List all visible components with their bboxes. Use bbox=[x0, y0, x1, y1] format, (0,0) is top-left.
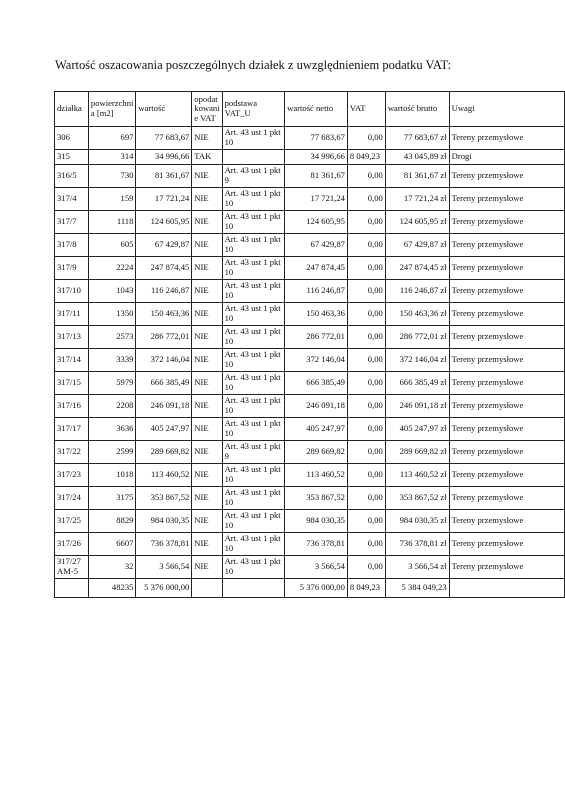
cell-wartosc: 77 683,67 bbox=[136, 127, 192, 150]
cell-wartosc: 289 669,82 bbox=[136, 441, 192, 464]
cell-podstawa: Art. 43 ust 1 pkt 10 bbox=[222, 211, 285, 234]
cell-opodatkowanie: NIE bbox=[192, 510, 222, 533]
cell-podstawa bbox=[222, 150, 285, 165]
table-row bbox=[55, 326, 565, 349]
cell-podstawa: Art. 43 ust 1 pkt 10 bbox=[222, 234, 285, 257]
cell-powierzchnia: 3175 bbox=[88, 487, 135, 510]
table-row bbox=[55, 464, 565, 487]
header-wartosc: wartość bbox=[136, 92, 192, 127]
cell-vat: 0,00 bbox=[347, 326, 385, 349]
cell-uwagi: Tereny przemysłowe bbox=[449, 211, 564, 234]
cell-netto: 17 721,24 bbox=[285, 188, 348, 211]
cell-wartosc: 81 361,67 bbox=[136, 165, 192, 188]
cell-dzialka: 317/15 bbox=[55, 372, 89, 395]
cell-vat: 0,00 bbox=[347, 280, 385, 303]
cell-opodatkowanie: NIE bbox=[192, 556, 222, 579]
header-brutto: wartość brutto bbox=[385, 92, 449, 127]
cell-podstawa: Art. 43 ust 1 pkt 10 bbox=[222, 487, 285, 510]
cell-brutto: 246 091,18 zł bbox=[385, 395, 449, 418]
cell-uwagi: Drogi bbox=[449, 150, 564, 165]
cell-opodatkowanie: NIE bbox=[192, 127, 222, 150]
cell-vat: 0,00 bbox=[347, 464, 385, 487]
cell-netto: 81 361,67 bbox=[285, 165, 348, 188]
cell-brutto: 150 463,36 zł bbox=[385, 303, 449, 326]
header-opodatkowanie: opodat kowani e VAT bbox=[192, 92, 222, 127]
cell-brutto: 17 721,24 zł bbox=[385, 188, 449, 211]
cell-dzialka: 317/7 bbox=[55, 211, 89, 234]
cell-netto: 67 429,87 bbox=[285, 234, 348, 257]
cell-powierzchnia: 730 bbox=[88, 165, 135, 188]
cell-powierzchnia: 697 bbox=[88, 127, 135, 150]
cell-vat: 0,00 bbox=[347, 510, 385, 533]
table-row bbox=[55, 280, 565, 303]
cell-opodatkowanie: NIE bbox=[192, 188, 222, 211]
cell-dzialka: 317/17 bbox=[55, 418, 89, 441]
cell-uwagi: Tereny przemysłowe bbox=[449, 280, 564, 303]
cell-uwagi: Tereny przemysłowe bbox=[449, 464, 564, 487]
cell-opodatkowanie: NIE bbox=[192, 441, 222, 464]
cell-netto: 247 874,45 bbox=[285, 257, 348, 280]
cell-uwagi: Tereny przemysłowe bbox=[449, 326, 564, 349]
cell-brutto: 3 566,54 zł bbox=[385, 556, 449, 579]
cell-powierzchnia: 2573 bbox=[88, 326, 135, 349]
cell-dzialka: 317/25 bbox=[55, 510, 89, 533]
table-row bbox=[55, 234, 565, 257]
total-uwagi-cell bbox=[449, 579, 564, 598]
cell-netto: 984 030,35 bbox=[285, 510, 348, 533]
vat-valuation-table bbox=[54, 91, 565, 598]
cell-dzialka: 317/23 bbox=[55, 464, 89, 487]
cell-uwagi: Tereny przemysłowe bbox=[449, 533, 564, 556]
cell-powierzchnia: 2224 bbox=[88, 257, 135, 280]
cell-podstawa: Art. 43 ust 1 pkt 10 bbox=[222, 280, 285, 303]
table-row bbox=[55, 165, 565, 188]
cell-netto: 150 463,36 bbox=[285, 303, 348, 326]
cell-brutto: 81 361,67 zł bbox=[385, 165, 449, 188]
cell-dzialka: 317/4 bbox=[55, 188, 89, 211]
table-row bbox=[55, 441, 565, 464]
cell-vat: 0,00 bbox=[347, 234, 385, 257]
cell-netto: 372 146,04 bbox=[285, 349, 348, 372]
total-podstawa-cell bbox=[222, 579, 285, 598]
cell-powierzchnia: 1043 bbox=[88, 280, 135, 303]
total-opod-cell bbox=[192, 579, 222, 598]
total-powierzchnia: 48235 bbox=[88, 579, 135, 598]
cell-dzialka: 317/11 bbox=[55, 303, 89, 326]
cell-opodatkowanie: NIE bbox=[192, 303, 222, 326]
cell-dzialka: 317/27 AM-5 bbox=[55, 556, 89, 579]
cell-dzialka: 317/8 bbox=[55, 234, 89, 257]
cell-wartosc: 17 721,24 bbox=[136, 188, 192, 211]
cell-podstawa: Art. 43 ust 1 pkt 10 bbox=[222, 372, 285, 395]
cell-wartosc: 736 378,81 bbox=[136, 533, 192, 556]
cell-powierzchnia: 3636 bbox=[88, 418, 135, 441]
cell-opodatkowanie: NIE bbox=[192, 418, 222, 441]
total-wartosc: 5 376 000,00 bbox=[136, 579, 192, 598]
cell-uwagi: Tereny przemysłowe bbox=[449, 418, 564, 441]
cell-uwagi: Tereny przemysłowe bbox=[449, 349, 564, 372]
cell-brutto: 247 874,45 zł bbox=[385, 257, 449, 280]
cell-podstawa: Art. 43 ust 1 pkt 10 bbox=[222, 303, 285, 326]
cell-wartosc: 124 605,95 bbox=[136, 211, 192, 234]
cell-vat: 0,00 bbox=[347, 487, 385, 510]
cell-vat: 0,00 bbox=[347, 556, 385, 579]
cell-opodatkowanie: NIE bbox=[192, 464, 222, 487]
cell-powierzchnia: 1118 bbox=[88, 211, 135, 234]
cell-netto: 113 460,52 bbox=[285, 464, 348, 487]
page-title: Wartość oszacowania poszczególnych działek z uwzględnieniem podatku VAT: bbox=[55, 58, 452, 72]
cell-podstawa: Art. 43 ust 1 pkt 10 bbox=[222, 349, 285, 372]
cell-netto: 286 772,01 bbox=[285, 326, 348, 349]
cell-dzialka: 317/16 bbox=[55, 395, 89, 418]
table-row bbox=[55, 150, 565, 165]
cell-podstawa: Art. 43 ust 1 pkt 10 bbox=[222, 556, 285, 579]
table-row bbox=[55, 395, 565, 418]
table-row bbox=[55, 303, 565, 326]
cell-podstawa: Art. 43 ust 1 pkt 10 bbox=[222, 326, 285, 349]
cell-opodatkowanie: NIE bbox=[192, 372, 222, 395]
cell-dzialka: 315 bbox=[55, 150, 89, 165]
cell-brutto: 116 246,87 zł bbox=[385, 280, 449, 303]
cell-brutto: 984 030,35 zł bbox=[385, 510, 449, 533]
cell-vat: 0,00 bbox=[347, 418, 385, 441]
cell-wartosc: 34 996,66 bbox=[136, 150, 192, 165]
cell-podstawa: Art. 43 ust 1 pkt 10 bbox=[222, 257, 285, 280]
cell-uwagi: Tereny przemysłowe bbox=[449, 303, 564, 326]
cell-wartosc: 353 867,52 bbox=[136, 487, 192, 510]
cell-wartosc: 67 429,87 bbox=[136, 234, 192, 257]
cell-vat: 0,00 bbox=[347, 188, 385, 211]
cell-dzialka: 306 bbox=[55, 127, 89, 150]
header-podstawa: podstawa VAT_U bbox=[222, 92, 285, 127]
cell-podstawa: Art. 43 ust 1 pkt 10 bbox=[222, 533, 285, 556]
cell-uwagi: Tereny przemysłowe bbox=[449, 234, 564, 257]
cell-uwagi: Tereny przemysłowe bbox=[449, 188, 564, 211]
cell-vat: 0,00 bbox=[347, 395, 385, 418]
cell-netto: 736 378,81 bbox=[285, 533, 348, 556]
cell-opodatkowanie: NIE bbox=[192, 533, 222, 556]
cell-dzialka: 317/26 bbox=[55, 533, 89, 556]
table-header-row bbox=[55, 92, 565, 127]
header-vat: VAT bbox=[347, 92, 385, 127]
cell-brutto: 43 045,89 zł bbox=[385, 150, 449, 165]
cell-wartosc: 372 146,04 bbox=[136, 349, 192, 372]
cell-powierzchnia: 8829 bbox=[88, 510, 135, 533]
cell-wartosc: 3 566,54 bbox=[136, 556, 192, 579]
cell-vat: 0,00 bbox=[347, 349, 385, 372]
cell-netto: 405 247,97 bbox=[285, 418, 348, 441]
table-row bbox=[55, 556, 565, 579]
cell-brutto: 286 772,01 zł bbox=[385, 326, 449, 349]
table-row bbox=[55, 349, 565, 372]
table-row bbox=[55, 127, 565, 150]
cell-wartosc: 113 460,52 bbox=[136, 464, 192, 487]
cell-dzialka: 317/22 bbox=[55, 441, 89, 464]
cell-podstawa: Art. 43 ust 1 pkt 10 bbox=[222, 418, 285, 441]
cell-powierzchnia: 314 bbox=[88, 150, 135, 165]
cell-opodatkowanie: NIE bbox=[192, 257, 222, 280]
table-row bbox=[55, 372, 565, 395]
cell-powierzchnia: 2599 bbox=[88, 441, 135, 464]
total-netto: 5 376 000,00 bbox=[285, 579, 348, 598]
cell-powierzchnia: 605 bbox=[88, 234, 135, 257]
header-dzialka: działka bbox=[55, 92, 89, 127]
cell-powierzchnia: 1018 bbox=[88, 464, 135, 487]
cell-brutto: 666 385,49 zł bbox=[385, 372, 449, 395]
totals-row bbox=[55, 579, 565, 598]
cell-brutto: 113 460,52 zł bbox=[385, 464, 449, 487]
cell-uwagi: Tereny przemysłowe bbox=[449, 441, 564, 464]
cell-uwagi: Tereny przemysłowe bbox=[449, 510, 564, 533]
cell-opodatkowanie: NIE bbox=[192, 280, 222, 303]
cell-dzialka: 317/13 bbox=[55, 326, 89, 349]
cell-podstawa: Art. 43 ust 1 pkt 10 bbox=[222, 127, 285, 150]
table-row bbox=[55, 211, 565, 234]
cell-netto: 666 385,49 bbox=[285, 372, 348, 395]
cell-vat: 0,00 bbox=[347, 441, 385, 464]
table-row bbox=[55, 510, 565, 533]
header-powierzchnia: powierzchni a [m2] bbox=[88, 92, 135, 127]
cell-powierzchnia: 32 bbox=[88, 556, 135, 579]
cell-vat: 0,00 bbox=[347, 372, 385, 395]
cell-vat: 0,00 bbox=[347, 533, 385, 556]
cell-netto: 124 605,95 bbox=[285, 211, 348, 234]
cell-dzialka: 316/5 bbox=[55, 165, 89, 188]
cell-dzialka: 317/9 bbox=[55, 257, 89, 280]
cell-netto: 3 566,54 bbox=[285, 556, 348, 579]
cell-powierzchnia: 1350 bbox=[88, 303, 135, 326]
table-row bbox=[55, 487, 565, 510]
cell-wartosc: 116 246,87 bbox=[136, 280, 192, 303]
cell-powierzchnia: 159 bbox=[88, 188, 135, 211]
cell-netto: 289 669,82 bbox=[285, 441, 348, 464]
cell-opodatkowanie: TAK bbox=[192, 150, 222, 165]
cell-brutto: 736 378,81 zł bbox=[385, 533, 449, 556]
cell-podstawa: Art. 43 ust 1 pkt 10 bbox=[222, 464, 285, 487]
cell-uwagi: Tereny przemysłowe bbox=[449, 487, 564, 510]
cell-podstawa: Art. 43 ust 1 pkt 9 bbox=[222, 165, 285, 188]
cell-netto: 116 246,87 bbox=[285, 280, 348, 303]
cell-netto: 353 867,52 bbox=[285, 487, 348, 510]
cell-brutto: 124 605,95 zł bbox=[385, 211, 449, 234]
cell-brutto: 405 247,97 zł bbox=[385, 418, 449, 441]
table-row bbox=[55, 533, 565, 556]
cell-dzialka: 317/14 bbox=[55, 349, 89, 372]
cell-wartosc: 286 772,01 bbox=[136, 326, 192, 349]
cell-wartosc: 246 091,18 bbox=[136, 395, 192, 418]
table-row bbox=[55, 188, 565, 211]
cell-powierzchnia: 6607 bbox=[88, 533, 135, 556]
cell-vat: 0,00 bbox=[347, 257, 385, 280]
cell-vat: 0,00 bbox=[347, 127, 385, 150]
cell-opodatkowanie: NIE bbox=[192, 165, 222, 188]
cell-powierzchnia: 5979 bbox=[88, 372, 135, 395]
header-uwagi: Uwagi bbox=[449, 92, 564, 127]
cell-brutto: 289 669,82 zł bbox=[385, 441, 449, 464]
cell-vat: 0,00 bbox=[347, 303, 385, 326]
table-row bbox=[55, 257, 565, 280]
cell-netto: 77 683,67 bbox=[285, 127, 348, 150]
cell-wartosc: 247 874,45 bbox=[136, 257, 192, 280]
cell-opodatkowanie: NIE bbox=[192, 487, 222, 510]
cell-uwagi: Tereny przemysłowe bbox=[449, 257, 564, 280]
cell-opodatkowanie: NIE bbox=[192, 395, 222, 418]
cell-podstawa: Art. 43 ust 1 pkt 10 bbox=[222, 395, 285, 418]
cell-podstawa: Art. 43 ust 1 pkt 9 bbox=[222, 441, 285, 464]
cell-vat: 0,00 bbox=[347, 165, 385, 188]
cell-wartosc: 666 385,49 bbox=[136, 372, 192, 395]
cell-uwagi: Tereny przemysłowe bbox=[449, 372, 564, 395]
cell-brutto: 77 683,67 zł bbox=[385, 127, 449, 150]
cell-uwagi: Tereny przemysłowe bbox=[449, 556, 564, 579]
cell-vat: 0,00 bbox=[347, 211, 385, 234]
table-row bbox=[55, 418, 565, 441]
cell-uwagi: Tereny przemysłowe bbox=[449, 165, 564, 188]
cell-opodatkowanie: NIE bbox=[192, 326, 222, 349]
cell-wartosc: 984 030,35 bbox=[136, 510, 192, 533]
cell-podstawa: Art. 43 ust 1 pkt 10 bbox=[222, 510, 285, 533]
cell-powierzchnia: 3339 bbox=[88, 349, 135, 372]
header-netto: wartość netto bbox=[285, 92, 348, 127]
cell-wartosc: 150 463,36 bbox=[136, 303, 192, 326]
cell-podstawa: Art. 43 ust 1 pkt 10 bbox=[222, 188, 285, 211]
cell-opodatkowanie: NIE bbox=[192, 211, 222, 234]
cell-netto: 34 996,66 bbox=[285, 150, 348, 165]
cell-uwagi: Tereny przemysłowe bbox=[449, 395, 564, 418]
cell-opodatkowanie: NIE bbox=[192, 349, 222, 372]
cell-vat: 8 049,23 bbox=[347, 150, 385, 165]
cell-dzialka: 317/10 bbox=[55, 280, 89, 303]
cell-dzialka: 317/24 bbox=[55, 487, 89, 510]
cell-opodatkowanie: NIE bbox=[192, 234, 222, 257]
cell-uwagi: Tereny przemysłowe bbox=[449, 127, 564, 150]
cell-wartosc: 405 247,97 bbox=[136, 418, 192, 441]
total-vat: 8 049,23 bbox=[347, 579, 385, 598]
cell-brutto: 67 429,87 zł bbox=[385, 234, 449, 257]
cell-powierzchnia: 2208 bbox=[88, 395, 135, 418]
table-body bbox=[55, 127, 565, 579]
cell-brutto: 353 867,52 zł bbox=[385, 487, 449, 510]
cell-netto: 246 091,18 bbox=[285, 395, 348, 418]
total-dzialka-cell bbox=[55, 579, 89, 598]
total-brutto: 5 384 049,23 bbox=[385, 579, 449, 598]
cell-brutto: 372 146,04 zł bbox=[385, 349, 449, 372]
